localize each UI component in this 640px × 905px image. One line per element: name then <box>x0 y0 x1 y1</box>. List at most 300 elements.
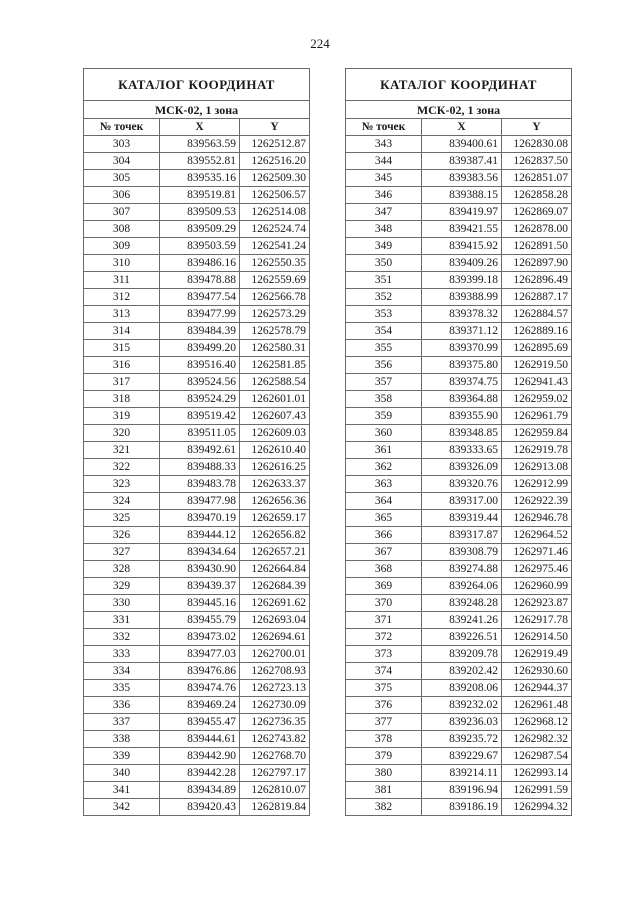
x-coordinate-cell: 839214.11 <box>422 765 502 782</box>
x-coordinate-cell: 839473.02 <box>160 629 240 646</box>
point-number-cell: 372 <box>346 629 422 646</box>
y-coordinate-cell: 1262659.17 <box>240 510 310 527</box>
x-coordinate-cell: 839248.28 <box>422 595 502 612</box>
table-row <box>346 425 572 442</box>
y-coordinate-cell: 1262891.50 <box>502 238 572 255</box>
table-row <box>84 289 310 306</box>
y-coordinate-cell: 1262610.40 <box>240 442 310 459</box>
x-coordinate-cell: 839370.99 <box>422 340 502 357</box>
table-row <box>84 340 310 357</box>
point-number-cell: 362 <box>346 459 422 476</box>
x-coordinate-cell: 839375.80 <box>422 357 502 374</box>
table-row <box>346 221 572 238</box>
x-coordinate-cell: 839519.42 <box>160 408 240 425</box>
y-coordinate-cell: 1262941.43 <box>502 374 572 391</box>
y-coordinate-cell: 1262580.31 <box>240 340 310 357</box>
table-row <box>84 561 310 578</box>
y-coordinate-cell: 1262573.29 <box>240 306 310 323</box>
table-row <box>346 289 572 306</box>
point-number-cell: 379 <box>346 748 422 765</box>
point-number-cell: 326 <box>84 527 160 544</box>
x-coordinate-cell: 839470.19 <box>160 510 240 527</box>
x-coordinate-cell: 839420.43 <box>160 799 240 816</box>
table-row <box>84 476 310 493</box>
x-coordinate-cell: 839442.90 <box>160 748 240 765</box>
table-row <box>84 663 310 680</box>
y-coordinate-cell: 1262968.12 <box>502 714 572 731</box>
column-header-point-number: № точек <box>84 119 160 136</box>
x-coordinate-cell: 839469.24 <box>160 697 240 714</box>
y-coordinate-cell: 1262730.09 <box>240 697 310 714</box>
y-coordinate-cell: 1262889.16 <box>502 323 572 340</box>
table-row <box>346 255 572 272</box>
point-number-cell: 313 <box>84 306 160 323</box>
y-coordinate-cell: 1262797.17 <box>240 765 310 782</box>
point-number-cell: 323 <box>84 476 160 493</box>
x-coordinate-cell: 839235.72 <box>422 731 502 748</box>
table-row <box>84 136 310 153</box>
y-coordinate-cell: 1262993.14 <box>502 765 572 782</box>
table-row <box>346 765 572 782</box>
y-coordinate-cell: 1262700.01 <box>240 646 310 663</box>
x-coordinate-cell: 839388.99 <box>422 289 502 306</box>
y-coordinate-cell: 1262633.37 <box>240 476 310 493</box>
y-coordinate-cell: 1262944.37 <box>502 680 572 697</box>
x-coordinate-cell: 839399.18 <box>422 272 502 289</box>
table-row <box>346 612 572 629</box>
x-coordinate-cell: 839455.47 <box>160 714 240 731</box>
x-coordinate-cell: 839434.89 <box>160 782 240 799</box>
point-number-cell: 366 <box>346 527 422 544</box>
point-number-cell: 339 <box>84 748 160 765</box>
y-coordinate-cell: 1262743.82 <box>240 731 310 748</box>
x-coordinate-cell: 839455.79 <box>160 612 240 629</box>
point-number-cell: 365 <box>346 510 422 527</box>
x-coordinate-cell: 839232.02 <box>422 697 502 714</box>
x-coordinate-cell: 839229.67 <box>422 748 502 765</box>
y-coordinate-cell: 1262664.84 <box>240 561 310 578</box>
table-row <box>84 255 310 272</box>
y-coordinate-cell: 1262516.20 <box>240 153 310 170</box>
point-number-cell: 308 <box>84 221 160 238</box>
point-number-cell: 358 <box>346 391 422 408</box>
point-number-cell: 353 <box>346 306 422 323</box>
x-coordinate-cell: 839264.06 <box>422 578 502 595</box>
table-row <box>84 408 310 425</box>
table-row <box>346 476 572 493</box>
x-coordinate-cell: 839241.26 <box>422 612 502 629</box>
table-row <box>346 731 572 748</box>
point-number-cell: 328 <box>84 561 160 578</box>
catalog-title: КАТАЛОГ КООРДИНАТ <box>84 69 310 101</box>
table-row <box>346 510 572 527</box>
point-number-cell: 314 <box>84 323 160 340</box>
point-number-cell: 321 <box>84 442 160 459</box>
table-row <box>84 221 310 238</box>
point-number-cell: 332 <box>84 629 160 646</box>
table-row <box>346 595 572 612</box>
x-coordinate-cell: 839317.87 <box>422 527 502 544</box>
catalog-title: КАТАЛОГ КООРДИНАТ <box>346 69 572 101</box>
y-coordinate-cell: 1262550.35 <box>240 255 310 272</box>
x-coordinate-cell: 839478.88 <box>160 272 240 289</box>
x-coordinate-cell: 839509.29 <box>160 221 240 238</box>
point-number-cell: 342 <box>84 799 160 816</box>
table-row <box>84 578 310 595</box>
x-coordinate-cell: 839509.53 <box>160 204 240 221</box>
table-row <box>84 697 310 714</box>
point-number-cell: 316 <box>84 357 160 374</box>
point-number-cell: 330 <box>84 595 160 612</box>
table-row <box>346 187 572 204</box>
x-coordinate-cell: 839483.78 <box>160 476 240 493</box>
x-coordinate-cell: 839319.44 <box>422 510 502 527</box>
y-coordinate-cell: 1262657.21 <box>240 544 310 561</box>
table-row <box>84 425 310 442</box>
point-number-cell: 345 <box>346 170 422 187</box>
x-coordinate-cell: 839364.88 <box>422 391 502 408</box>
x-coordinate-cell: 839209.78 <box>422 646 502 663</box>
y-coordinate-cell: 1262869.07 <box>502 204 572 221</box>
point-number-cell: 373 <box>346 646 422 663</box>
table-row <box>84 510 310 527</box>
table-row <box>346 442 572 459</box>
point-number-cell: 303 <box>84 136 160 153</box>
column-header-y: Y <box>240 119 310 136</box>
point-number-cell: 327 <box>84 544 160 561</box>
table-row <box>346 663 572 680</box>
point-number-cell: 380 <box>346 765 422 782</box>
table-row <box>346 204 572 221</box>
column-header-x: X <box>160 119 240 136</box>
point-number-cell: 371 <box>346 612 422 629</box>
y-coordinate-cell: 1262975.46 <box>502 561 572 578</box>
x-coordinate-cell: 839333.65 <box>422 442 502 459</box>
table-row <box>346 646 572 663</box>
y-coordinate-cell: 1262541.24 <box>240 238 310 255</box>
catalog-body <box>346 136 572 816</box>
table-row <box>84 765 310 782</box>
point-number-cell: 318 <box>84 391 160 408</box>
table-row <box>84 629 310 646</box>
table-row <box>84 646 310 663</box>
y-coordinate-cell: 1262819.84 <box>240 799 310 816</box>
catalog-body <box>84 136 310 816</box>
y-coordinate-cell: 1262961.48 <box>502 697 572 714</box>
table-row <box>84 680 310 697</box>
table-row <box>346 136 572 153</box>
point-number-cell: 325 <box>84 510 160 527</box>
table-row <box>346 748 572 765</box>
y-coordinate-cell: 1262914.50 <box>502 629 572 646</box>
table-row <box>346 170 572 187</box>
point-number-cell: 343 <box>346 136 422 153</box>
y-coordinate-cell: 1262896.49 <box>502 272 572 289</box>
x-coordinate-cell: 839326.09 <box>422 459 502 476</box>
table-row <box>84 527 310 544</box>
y-coordinate-cell: 1262509.30 <box>240 170 310 187</box>
y-coordinate-cell: 1262959.84 <box>502 425 572 442</box>
column-header-y: Y <box>502 119 572 136</box>
x-coordinate-cell: 839387.41 <box>422 153 502 170</box>
table-row <box>346 578 572 595</box>
x-coordinate-cell: 839516.40 <box>160 357 240 374</box>
y-coordinate-cell: 1262887.17 <box>502 289 572 306</box>
x-coordinate-cell: 839511.05 <box>160 425 240 442</box>
point-number-cell: 309 <box>84 238 160 255</box>
table-row <box>346 493 572 510</box>
x-coordinate-cell: 839524.56 <box>160 374 240 391</box>
table-row <box>84 374 310 391</box>
x-coordinate-cell: 839308.79 <box>422 544 502 561</box>
table-row <box>84 306 310 323</box>
y-coordinate-cell: 1262616.25 <box>240 459 310 476</box>
x-coordinate-cell: 839445.16 <box>160 595 240 612</box>
x-coordinate-cell: 839202.42 <box>422 663 502 680</box>
x-coordinate-cell: 839499.20 <box>160 340 240 357</box>
point-number-cell: 351 <box>346 272 422 289</box>
point-number-cell: 310 <box>84 255 160 272</box>
catalog-zone: МСК-02, 1 зона <box>84 101 310 119</box>
y-coordinate-cell: 1262694.61 <box>240 629 310 646</box>
y-coordinate-cell: 1262919.49 <box>502 646 572 663</box>
x-coordinate-cell: 839196.94 <box>422 782 502 799</box>
x-coordinate-cell: 839421.55 <box>422 221 502 238</box>
y-coordinate-cell: 1262684.39 <box>240 578 310 595</box>
x-coordinate-cell: 839444.61 <box>160 731 240 748</box>
point-number-cell: 349 <box>346 238 422 255</box>
x-coordinate-cell: 839415.92 <box>422 238 502 255</box>
table-row <box>84 714 310 731</box>
x-coordinate-cell: 839236.03 <box>422 714 502 731</box>
x-coordinate-cell: 839434.64 <box>160 544 240 561</box>
table-row <box>84 272 310 289</box>
point-number-cell: 337 <box>84 714 160 731</box>
x-coordinate-cell: 839563.59 <box>160 136 240 153</box>
point-number-cell: 322 <box>84 459 160 476</box>
y-coordinate-cell: 1262919.50 <box>502 357 572 374</box>
y-coordinate-cell: 1262524.74 <box>240 221 310 238</box>
point-number-cell: 356 <box>346 357 422 374</box>
table-row <box>346 459 572 476</box>
table-row <box>84 544 310 561</box>
table-row <box>346 782 572 799</box>
x-coordinate-cell: 839519.81 <box>160 187 240 204</box>
point-number-cell: 315 <box>84 340 160 357</box>
point-number-cell: 319 <box>84 408 160 425</box>
table-row <box>84 187 310 204</box>
point-number-cell: 307 <box>84 204 160 221</box>
y-coordinate-cell: 1262837.50 <box>502 153 572 170</box>
point-number-cell: 382 <box>346 799 422 816</box>
point-number-cell: 359 <box>346 408 422 425</box>
x-coordinate-cell: 839371.12 <box>422 323 502 340</box>
y-coordinate-cell: 1262912.99 <box>502 476 572 493</box>
column-header-point-number: № точек <box>346 119 422 136</box>
point-number-cell: 352 <box>346 289 422 306</box>
y-coordinate-cell: 1262946.78 <box>502 510 572 527</box>
x-coordinate-cell: 839374.75 <box>422 374 502 391</box>
y-coordinate-cell: 1262971.46 <box>502 544 572 561</box>
point-number-cell: 364 <box>346 493 422 510</box>
point-number-cell: 317 <box>84 374 160 391</box>
table-row <box>84 748 310 765</box>
point-number-cell: 347 <box>346 204 422 221</box>
table-row <box>84 459 310 476</box>
y-coordinate-cell: 1262609.03 <box>240 425 310 442</box>
y-coordinate-cell: 1262607.43 <box>240 408 310 425</box>
table-row <box>84 153 310 170</box>
y-coordinate-cell: 1262656.36 <box>240 493 310 510</box>
point-number-cell: 367 <box>346 544 422 561</box>
point-number-cell: 336 <box>84 697 160 714</box>
y-coordinate-cell: 1262922.39 <box>502 493 572 510</box>
column-header-x: X <box>422 119 502 136</box>
point-number-cell: 369 <box>346 578 422 595</box>
table-row <box>84 204 310 221</box>
table-row <box>346 153 572 170</box>
table-row <box>84 391 310 408</box>
point-number-cell: 361 <box>346 442 422 459</box>
y-coordinate-cell: 1262960.99 <box>502 578 572 595</box>
y-coordinate-cell: 1262913.08 <box>502 459 572 476</box>
table-row <box>346 357 572 374</box>
table-row <box>346 238 572 255</box>
y-coordinate-cell: 1262858.28 <box>502 187 572 204</box>
y-coordinate-cell: 1262917.78 <box>502 612 572 629</box>
y-coordinate-cell: 1262691.62 <box>240 595 310 612</box>
point-number-cell: 348 <box>346 221 422 238</box>
point-number-cell: 377 <box>346 714 422 731</box>
x-coordinate-cell: 839419.97 <box>422 204 502 221</box>
table-row <box>84 595 310 612</box>
table-row <box>346 544 572 561</box>
y-coordinate-cell: 1262923.87 <box>502 595 572 612</box>
y-coordinate-cell: 1262566.78 <box>240 289 310 306</box>
y-coordinate-cell: 1262810.07 <box>240 782 310 799</box>
x-coordinate-cell: 839378.32 <box>422 306 502 323</box>
table-row <box>84 170 310 187</box>
point-number-cell: 334 <box>84 663 160 680</box>
y-coordinate-cell: 1262601.01 <box>240 391 310 408</box>
y-coordinate-cell: 1262851.07 <box>502 170 572 187</box>
point-number-cell: 376 <box>346 697 422 714</box>
y-coordinate-cell: 1262987.54 <box>502 748 572 765</box>
y-coordinate-cell: 1262964.52 <box>502 527 572 544</box>
y-coordinate-cell: 1262930.60 <box>502 663 572 680</box>
x-coordinate-cell: 839400.61 <box>422 136 502 153</box>
y-coordinate-cell: 1262514.08 <box>240 204 310 221</box>
table-row <box>346 408 572 425</box>
table-row <box>346 272 572 289</box>
x-coordinate-cell: 839430.90 <box>160 561 240 578</box>
table-row <box>84 323 310 340</box>
x-coordinate-cell: 839186.19 <box>422 799 502 816</box>
table-row <box>84 493 310 510</box>
x-coordinate-cell: 839226.51 <box>422 629 502 646</box>
point-number-cell: 374 <box>346 663 422 680</box>
y-coordinate-cell: 1262897.90 <box>502 255 572 272</box>
y-coordinate-cell: 1262895.69 <box>502 340 572 357</box>
x-coordinate-cell: 839484.39 <box>160 323 240 340</box>
y-coordinate-cell: 1262736.35 <box>240 714 310 731</box>
table-row <box>346 323 572 340</box>
x-coordinate-cell: 839552.81 <box>160 153 240 170</box>
y-coordinate-cell: 1262693.04 <box>240 612 310 629</box>
point-number-cell: 304 <box>84 153 160 170</box>
point-number-cell: 363 <box>346 476 422 493</box>
x-coordinate-cell: 839348.85 <box>422 425 502 442</box>
point-number-cell: 333 <box>84 646 160 663</box>
x-coordinate-cell: 839208.06 <box>422 680 502 697</box>
x-coordinate-cell: 839409.26 <box>422 255 502 272</box>
y-coordinate-cell: 1262512.87 <box>240 136 310 153</box>
x-coordinate-cell: 839439.37 <box>160 578 240 595</box>
page-number: 224 <box>310 36 330 51</box>
point-number-cell: 312 <box>84 289 160 306</box>
x-coordinate-cell: 839355.90 <box>422 408 502 425</box>
y-coordinate-cell: 1262830.08 <box>502 136 572 153</box>
point-number-cell: 375 <box>346 680 422 697</box>
point-number-cell: 306 <box>84 187 160 204</box>
coordinate-catalog-right <box>345 68 572 816</box>
x-coordinate-cell: 839492.61 <box>160 442 240 459</box>
y-coordinate-cell: 1262708.93 <box>240 663 310 680</box>
point-number-cell: 341 <box>84 782 160 799</box>
x-coordinate-cell: 839444.12 <box>160 527 240 544</box>
y-coordinate-cell: 1262578.79 <box>240 323 310 340</box>
point-number-cell: 340 <box>84 765 160 782</box>
point-number-cell: 331 <box>84 612 160 629</box>
x-coordinate-cell: 839442.28 <box>160 765 240 782</box>
catalog-zone: МСК-02, 1 зона <box>346 101 572 119</box>
x-coordinate-cell: 839477.99 <box>160 306 240 323</box>
y-coordinate-cell: 1262919.78 <box>502 442 572 459</box>
point-number-cell: 324 <box>84 493 160 510</box>
point-number-cell: 305 <box>84 170 160 187</box>
y-coordinate-cell: 1262994.32 <box>502 799 572 816</box>
x-coordinate-cell: 839524.29 <box>160 391 240 408</box>
y-coordinate-cell: 1262588.54 <box>240 374 310 391</box>
point-number-cell: 320 <box>84 425 160 442</box>
y-coordinate-cell: 1262559.69 <box>240 272 310 289</box>
point-number-cell: 360 <box>346 425 422 442</box>
coordinate-catalog-left <box>83 68 310 816</box>
table-row <box>84 731 310 748</box>
x-coordinate-cell: 839477.54 <box>160 289 240 306</box>
x-coordinate-cell: 839477.98 <box>160 493 240 510</box>
point-number-cell: 355 <box>346 340 422 357</box>
y-coordinate-cell: 1262884.57 <box>502 306 572 323</box>
y-coordinate-cell: 1262581.85 <box>240 357 310 374</box>
y-coordinate-cell: 1262506.57 <box>240 187 310 204</box>
table-row <box>346 680 572 697</box>
point-number-cell: 354 <box>346 323 422 340</box>
y-coordinate-cell: 1262961.79 <box>502 408 572 425</box>
table-row <box>84 442 310 459</box>
table-row <box>346 714 572 731</box>
x-coordinate-cell: 839486.16 <box>160 255 240 272</box>
y-coordinate-cell: 1262723.13 <box>240 680 310 697</box>
point-number-cell: 335 <box>84 680 160 697</box>
table-row <box>346 799 572 816</box>
point-number-cell: 338 <box>84 731 160 748</box>
table-row <box>346 340 572 357</box>
table-row <box>346 306 572 323</box>
point-number-cell: 344 <box>346 153 422 170</box>
point-number-cell: 346 <box>346 187 422 204</box>
x-coordinate-cell: 839388.15 <box>422 187 502 204</box>
